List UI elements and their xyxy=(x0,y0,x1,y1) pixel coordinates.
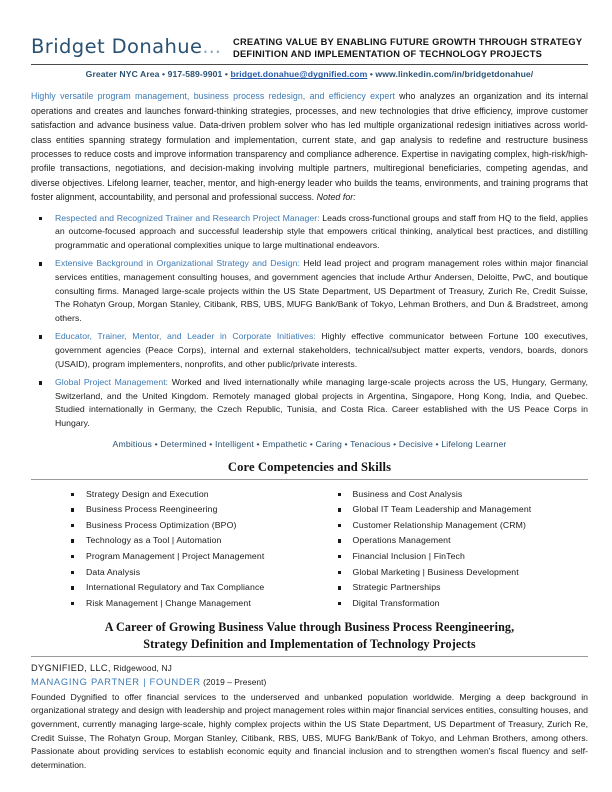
skill-label: Operations Management xyxy=(352,535,451,546)
career-heading-line-1: A Career of Growing Business Value through Business Process Reengineering, xyxy=(104,620,515,635)
skill-label: Customer Relationship Management (CRM) xyxy=(352,519,527,530)
core-competencies-divider xyxy=(31,479,588,480)
square-bullet-icon xyxy=(338,571,341,574)
square-bullet-icon xyxy=(338,493,341,496)
core-competencies-grid xyxy=(31,487,588,612)
skill-label: Program Management | Project Management xyxy=(86,550,265,561)
contact-phone: 917-589-9901 xyxy=(167,69,223,80)
list-item xyxy=(336,596,589,612)
highlight-text: Worked and lived internationally while managing large-scale projects across the US, Hungary, Germany, Switzerland, and the United Kingdom. Remotely managed global projects in Argentina, Singapore, Hong Kong, India, and Quebec. Studied internationally in Germany, the Czech Republic, Tunisia, and Costa Rica. Career established with the US Peace Corps in Hungary. xyxy=(55,377,588,428)
highlight-text: Highly effective communicator between Fortune 100 executives, government agencies (Peace Corps), internal and external stakeholders, technical/subject matter experts, vendors, boards, donors (USAID), program implementers, nonprofits, and other public/private interests. xyxy=(55,331,589,369)
square-bullet-icon xyxy=(338,508,341,511)
list-item xyxy=(336,487,589,503)
skill-label: International Regulatory and Tax Compliance xyxy=(86,582,265,593)
experience-description: Founded Dygnified to offer financial services to the underserved and unbanked population worldwide. Merging a deep background in organizational strategy and design with leadership and project management roles within major financial services entities, consulting houses, and government, currently managing large-scale, highly complex projects within the US State Department, US Department of Treasury, Zurich Re, Credit Suisse, The Rohatyn Group, Morgan Stanley, Citibank, RBS, UBS, MUFG Bank/Bank of Tokyo, and Lehman Brothers, among others. Passionate about providing services to establish economic equity and financial inclusion and to strengthen women's fiscal fluency and self-determination. xyxy=(31,691,588,770)
list-item xyxy=(31,212,588,253)
square-bullet-icon xyxy=(71,571,74,574)
square-bullet-icon xyxy=(338,539,341,542)
skill-label: Financial Inclusion | FinTech xyxy=(352,550,465,561)
list-item xyxy=(31,257,588,325)
highlight-title: Global Project Management: xyxy=(55,377,169,388)
candidate-name-text: Bridget Donahue xyxy=(31,35,203,58)
list-item xyxy=(69,533,310,549)
highlight-text: Held lead project and program management roles within major financial services entities, management consulting houses, and government agencies that include Arthur Andersen, Deloitte, PwC, and boutique consulting firms. Managed large-scale projects within the US State Department, US Department of Treasury, Zurich Re, Credit Suisse, The Rohatyn Group, Morgan Stanley, Citibank, RBS, UBS, MUFG Bank/Bank of Tokyo, Lehman Brothers, and Dun & Bradstreet, among others. xyxy=(55,258,588,323)
summary-lead: Highly versatile program management, business process redesign, and efficiency expert xyxy=(31,91,395,102)
contact-separator-2: • xyxy=(222,69,231,80)
contact-line xyxy=(31,68,588,80)
highlights-list xyxy=(31,212,588,431)
list-item xyxy=(31,330,588,371)
square-bullet-icon xyxy=(39,217,42,220)
square-bullet-icon xyxy=(338,586,341,589)
headline-line-2: DEFINITION AND IMPLEMENTATION OF TECHNOLOGY PROJECTS xyxy=(233,49,543,60)
candidate-name xyxy=(31,35,221,58)
square-bullet-icon xyxy=(39,335,42,338)
skill-label: Data Analysis xyxy=(86,566,141,577)
summary-body: who analyzes an organization and its internal operations and creates and launches forward-thinking strategies, processes, and new technologies that drive efficiency, improve customer satisfaction and advance business value. Data-driven problem solver who has led multiple organizational redesign initiatives across world-class entities spanning strategy formulation and implementation, current state, and gap analysis to redefine and restructure business processes to reduce costs and improve information transparency and compliance adherence. Expertise in navigating complex, high-risk/high-profile transactions, negotiations, and decision-making involving multiple partners, multiregional beneficiaries, competing agendas, and diverse objectives. Lifelong learner, teacher, mentor, and high-energy leader who builds the teams, environments, and training programs that foster alignment, accountability, and personal and professional success. xyxy=(31,91,589,203)
highlight-title: Respected and Recognized Trainer and Research Project Manager: xyxy=(55,212,320,223)
square-bullet-icon xyxy=(71,586,74,589)
list-item xyxy=(336,533,589,549)
skill-label: Business Process Optimization (BPO) xyxy=(86,519,237,530)
list-item xyxy=(69,596,310,612)
section-heading-career xyxy=(31,619,588,652)
company-location: Ridgewood, NJ xyxy=(110,663,173,674)
company-name: DYGNIFIED, LLC, xyxy=(31,663,111,674)
square-bullet-icon xyxy=(39,262,42,265)
personal-traits-line: Ambitious • Determined • Intelligent • Empathetic • Caring • Tenacious • Decisive • Lifelong Learner xyxy=(112,438,507,449)
list-item xyxy=(31,376,588,430)
highlight-title: Extensive Background in Organizational Strategy and Design: xyxy=(55,258,300,269)
resume-header xyxy=(31,34,588,60)
section-heading-core-competencies: Core Competencies and Skills xyxy=(227,459,392,474)
square-bullet-icon xyxy=(338,602,341,605)
contact-email-link[interactable]: bridget.donahue@dygnified.com xyxy=(230,69,368,80)
experience-entry xyxy=(31,662,588,772)
skill-label: Technology as a Tool | Automation xyxy=(86,535,222,546)
experience-company-line xyxy=(31,662,588,675)
headline-line-1: CREATING VALUE BY ENABLING FUTURE GROWTH THROUGH STRATEGY xyxy=(233,37,583,47)
list-item xyxy=(336,565,589,581)
career-heading-line-2: Strategy Definition and Implementation of Technology Projects xyxy=(143,636,476,651)
list-item xyxy=(69,502,310,518)
list-item xyxy=(69,580,310,596)
job-title: MANAGING PARTNER | FOUNDER xyxy=(31,676,201,688)
contact-separator-3: • xyxy=(367,69,376,80)
skill-label: Digital Transformation xyxy=(352,597,440,608)
contact-separator-1: • xyxy=(159,69,168,80)
name-trailing-dots: ... xyxy=(202,35,221,58)
list-item xyxy=(69,549,310,565)
skill-label: Global IT Team Leadership and Management xyxy=(352,504,532,515)
headline-block xyxy=(229,34,588,60)
square-bullet-icon xyxy=(71,493,74,496)
skills-column-left xyxy=(31,487,310,612)
skill-label: Business and Cost Analysis xyxy=(352,488,463,499)
skill-label: Global Marketing | Business Development xyxy=(352,566,519,577)
list-item xyxy=(69,518,310,534)
list-item xyxy=(336,518,589,534)
square-bullet-icon xyxy=(71,524,74,527)
skill-label: Business Process Reengineering xyxy=(86,504,218,515)
square-bullet-icon xyxy=(71,602,74,605)
contact-location: Greater NYC Area xyxy=(85,69,160,80)
square-bullet-icon xyxy=(71,555,74,558)
square-bullet-icon xyxy=(338,524,341,527)
summary-noted-for: Noted for: xyxy=(316,192,356,203)
square-bullet-icon xyxy=(71,539,74,542)
experience-title-line xyxy=(31,675,588,690)
list-item xyxy=(69,565,310,581)
contact-linkedin: www.linkedin.com/in/bridgetdonahue/ xyxy=(375,69,534,80)
list-item xyxy=(336,580,589,596)
professional-summary xyxy=(31,89,588,204)
skill-label: Risk Management | Change Management xyxy=(86,597,251,608)
square-bullet-icon xyxy=(338,555,341,558)
skill-label: Strategy Design and Execution xyxy=(86,488,209,499)
skill-label: Strategic Partnerships xyxy=(352,582,441,593)
list-item xyxy=(336,502,589,518)
header-divider xyxy=(31,64,588,65)
candidate-name-block xyxy=(31,34,221,58)
skills-column-right xyxy=(310,487,589,612)
highlight-title: Educator, Trainer, Mentor, and Leader in Corporate Initiatives: xyxy=(55,331,316,342)
list-item xyxy=(69,487,310,503)
square-bullet-icon xyxy=(39,381,42,384)
job-dates: (2019 – Present) xyxy=(200,677,267,688)
square-bullet-icon xyxy=(71,508,74,511)
highlight-text: Leads cross-functional groups and staff from HQ to the field, applies an outcome-focused approach and successful leadership style that empowers critical thinking, analytical best practices, and distilling programmatic and operational complexities unique to large multinational endeavors. xyxy=(55,212,588,250)
career-section-divider xyxy=(31,656,588,657)
list-item xyxy=(336,549,589,565)
